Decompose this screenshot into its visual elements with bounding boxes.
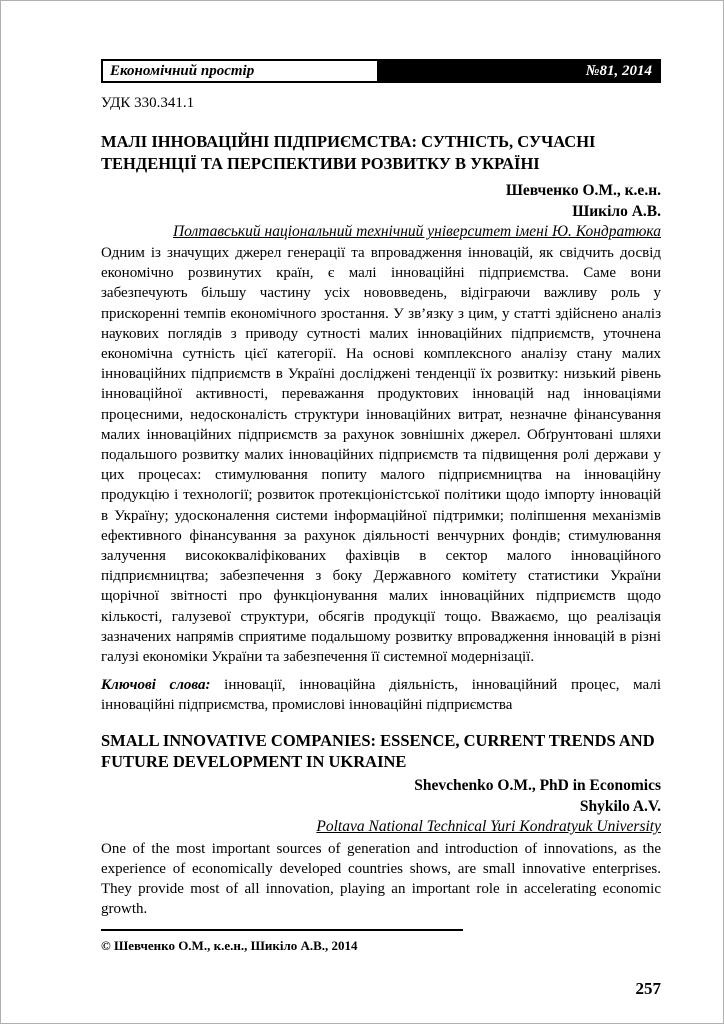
keywords-paragraph (101, 675, 661, 715)
journal-header (101, 59, 661, 83)
authors-uk (101, 180, 661, 222)
author-line: Шевченко О.М., к.е.н. (505, 182, 661, 199)
udc-code: УДК 330.341.1 (101, 95, 195, 111)
abstract-uk: Одним із значущих джерел генерації та впровадження інновацій, як свідчить досвід економічно розвинутих країн, є малі інноваційні підприємства. Саме вони забезпечують більшу частину усіх нововведень, відіграючи важливу роль у прискоренні темпів економічного зростання. У зв’язку з цим, у статті здійснено аналіз наукових поглядів з приводу сутності малих інноваційних підприємств, уточнена економічна сутність цієї категорії. На основі комплексного аналізу стану малих інноваційних підприємств в Україні досліджені тенденції їх розвитку: низький рівень інноваційної активності, переважання продуктових інновацій над інноваціями процесними, недосконалість структури інноваційних витрат, незначне фінансування малих інноваційних підприємств за рахунок зовнішніх джерел. Обґрунтовані шляхи подальшого розвитку малих інноваційних підприємств та підвищення ролі держави у цих процесах: стимулювання попиту малого підприємництва на інноваційну продукцію і технології; розвиток протекціоністської політики щодо імпорту інновацій в Україну; удосконалення системи інформаційної підтримки; поліпшення механізмів ефективного фінансування за рахунок діяльності венчурних фондів; стимулювання залучення висококваліфікованих фахівців в сектор малого інноваційного підприємництва; забезпечення з боку Державного комітету статистики України щорічної звітності про функціонування малих інноваційних підприємств щодо кількості, галузевої структури, обсягів продукції тощо. Вважаємо, що реалізація зазначених напрямів сприятиме подальшому розвитку впровадження інновацій в різні галузі економіки України та забезпечення її системної модернізації. (101, 245, 661, 666)
keywords-text: інновації, інноваційна діяльність, інноваційний процес, малі інноваційні підприємства, промислові інноваційні підприємства (101, 677, 661, 714)
issue-number: №81, 2014 (379, 59, 661, 83)
article-title-uk: МАЛІ ІННОВАЦІЙНІ ПІДПРИЄМСТВА: СУТНІСТЬ, СУЧАСНІ ТЕНДЕНЦІЇ ТА ПЕРСПЕКТИВИ РОЗВИТКУ В УКРАЇНІ (101, 132, 596, 173)
keywords-label: Ключові слова: (101, 677, 211, 694)
author-line: Шикіло А.В. (572, 203, 661, 220)
author-line: Shevchenko O.M., PhD in Economics (414, 776, 661, 794)
journal-name: Економічний простір (101, 59, 379, 83)
copyright-note: © Шевченко О.М., к.е.н., Шикіло А.В., 2014 (101, 938, 358, 954)
author-line: Shykilo A.V. (579, 797, 661, 815)
affiliation-uk: Полтавський національний технічний університет імені Ю. Кондратюка (172, 223, 661, 240)
authors-en (101, 775, 661, 817)
article-title-en: SMALL INNOVATIVE COMPANIES: ESSENCE, CURRENT TRENDS AND FUTURE DEVELOPMENT IN UKRAINE (101, 730, 655, 772)
abstract-en: One of the most important sources of generation and introduction of innovations, as the experience of economically developed countries shows, are small innovative enterprises. They provide most of all innovation, playing an important role in accelerating economic growth. (101, 840, 661, 918)
page-number: 257 (635, 979, 661, 998)
footnote-divider (101, 929, 463, 931)
affiliation-en: Poltava National Technical Yuri Kondratyuk University (316, 817, 661, 835)
